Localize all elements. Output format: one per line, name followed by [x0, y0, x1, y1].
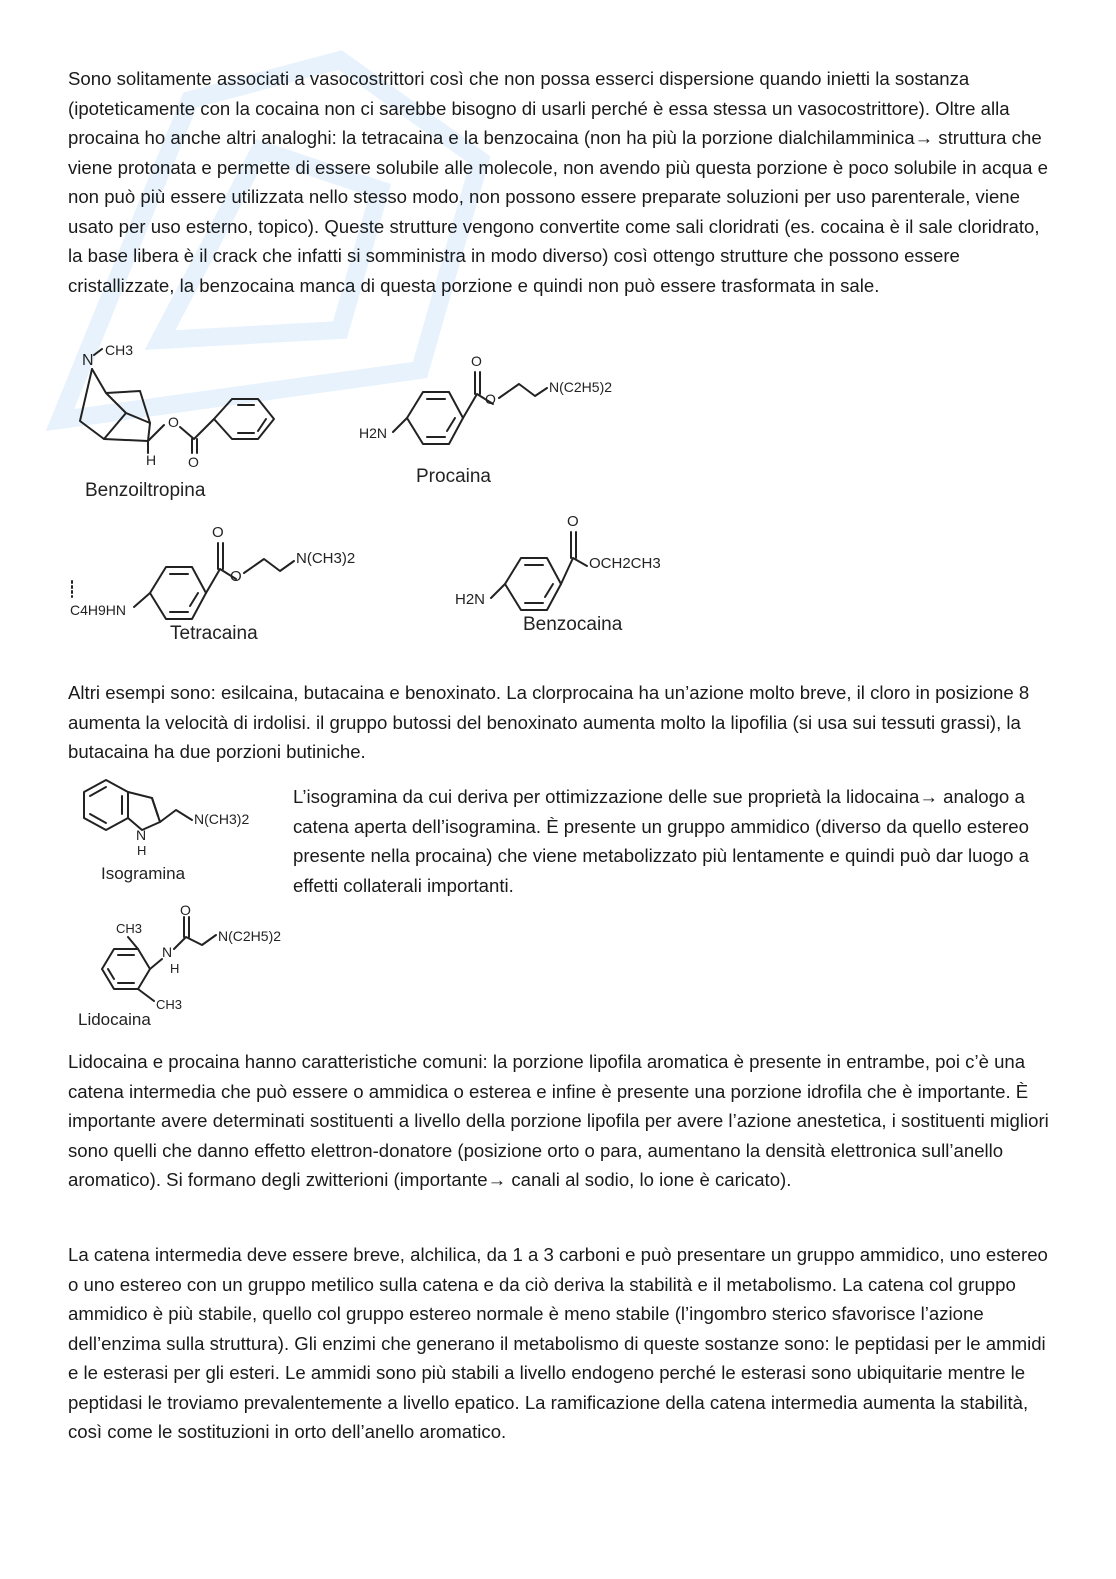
procaina-h2n-label: H2N — [359, 425, 388, 441]
procaina-o-carbonyl-label: O — [471, 353, 482, 369]
structure-benzocaina — [455, 512, 685, 652]
isogramina-h-label: H — [137, 843, 147, 858]
benzocaina-h2n-label: H2N — [455, 591, 486, 608]
paragraph-lidocaina-procaina: Lidocaina e procaina hanno caratteristiche comuni: la porzione lipofila aromatica è presente in entrambe, poi c’è una catena intermedia che può essere o ammidica o esterea e infine è presente una porzione idrofila che è importante. È importante avere determinati sostituenti a livello della porzione lipofila per avere l’azione anestetica, i sostituenti migliori sono quelli che danno effetto elettron-donatore (posizione orto o para, aumentano la densità elettronica sull’anello aromatico). Si formano degli zwitterioni (importante→ canali al sodio, lo ione è caricato). — [68, 1051, 1049, 1190]
benzoiltropina-ch3-label: CH3 — [105, 342, 134, 358]
benzoiltropina-o-carbonyl-label: O — [188, 454, 199, 470]
structure-isogramina — [68, 780, 278, 890]
structure-benzoiltropina — [68, 335, 288, 505]
benzoiltropina-h-label: H — [146, 452, 157, 468]
lidocaina-ch3-bottom-label: CH3 — [156, 997, 183, 1012]
caption-benzocaina: Benzocaina — [523, 614, 623, 635]
structure-procaina — [357, 348, 637, 498]
benzocaina-ester-label: OCH2CH3 — [589, 555, 661, 572]
caption-procaina: Procaina — [416, 466, 491, 487]
tetracaina-o-carbonyl-label: O — [212, 524, 224, 541]
caption-lidocaina: Lidocaina — [78, 1010, 151, 1029]
paragraph-intro: Sono solitamente associati a vasocostrittori così che non possa esserci dispersione quando inietti la sostanza (ipoteticamente con la cocaina non ci sarebbe bisogno di usarli perché è essa stessa un vasocostrittore). Oltre alla procaina ho anche altri analoghi: la tetracaina e la benzocaina (non ha più la porzione dialchilamminica→ struttura che viene protonata e permette di essere solubile alle molecole, non avendo più questa porzione è poco solubile in acqua e non può più essere utilizzata nello stesso modo, non possono essere preparate soluzioni per uso parenterale, viene usato per uso esterno, topico). Queste strutture vengono convertite come sali cloridrati (es. cocaina è il sale cloridrato, la base libera è il crack che infatti si somministra in modo diverso) così ottengo strutture che possono essere cristallizzate, la benzocaina manca di questa porzione e quindi non può essere trasformata in sale. — [68, 68, 1048, 296]
procaina-amine-label: N(C2H5)2 — [549, 379, 613, 395]
lidocaina-amine-label: N(C2H5)2 — [218, 928, 282, 944]
isogramina-amine-label: N(CH3)2 — [194, 811, 250, 827]
benzoiltropina-o-ester-label: O — [168, 414, 179, 430]
isogramina-n-label: N — [136, 827, 147, 843]
benzocaina-o-carbonyl-label: O — [567, 513, 579, 530]
tetracaina-o-ester-label: O — [230, 568, 242, 585]
tetracaina-amine-label: N(CH3)2 — [296, 550, 356, 567]
caption-benzoiltropina: Benzoiltropina — [85, 480, 206, 501]
structure-lidocaina — [68, 902, 288, 1035]
lidocaina-o-label: O — [180, 902, 191, 918]
lidocaina-n-label: N — [162, 944, 173, 960]
paragraph-altri-esempi: Altri esempi sono: esilcaina, butacaina e benoxinato. La clorprocaina ha un’azione molto breve, il cloro in posizione 8 aumenta la velocità di irdolisi. il gruppo butossi del benoxinato aumenta molto la lipofilia (si usa sui tessuti grassi), la butacaina ha due porzioni butiniche. — [68, 682, 1030, 762]
tetracaina-c4h9hn-label: C4H9HN — [70, 602, 127, 618]
procaina-o-ester-label: O — [485, 391, 496, 407]
paragraph-isogramina: L’isogramina da cui deriva per ottimizzazione delle sue proprietà la lidocaina→ analogo a catena aperta dell’isogramina. È presente un gruppo ammidico (diverso da quello estereo presente nella procaina) che viene metabolizzato più lentamente e quindi può dar luogo a effetti collaterali importanti. — [293, 786, 1029, 896]
paragraph-catena-intermedia: La catena intermedia deve essere breve, alchilica, da 1 a 3 carboni e può presentare un gruppo ammidico, uno estereo o uno estereo con un gruppo metilico sulla catena e da ciò deriva la stabilità e il metabolismo. La catena col gruppo ammidico è più stabile, quello col gruppo estereo normale è meno stabile (l’ingombro sterico sfavorisce l’azione dell’enzima sulla struttura). Gli enzimi che generano il metabolismo di queste sostanze sono: le peptidasi per le ammidi e le esterasi per gli esteri. Le ammidi sono più stabili a livello endogeno perché le esterasi sono ubiquitarie mentre le peptidasi le troviamo prevalentemente a livello epatico. La ramificazione della catena intermedia aumenta la stabilità, così come le sostituzioni in orto dell’anello aromatico. — [68, 1244, 1048, 1442]
caption-isogramina: Isogramina — [101, 864, 186, 883]
lidocaina-h-label: H — [170, 961, 180, 976]
caption-tetracaina: Tetracaina — [170, 623, 258, 644]
structure-tetracaina — [68, 515, 388, 655]
benzoiltropina-n-label: N — [82, 352, 94, 369]
lidocaina-ch3-top-label: CH3 — [116, 921, 143, 936]
